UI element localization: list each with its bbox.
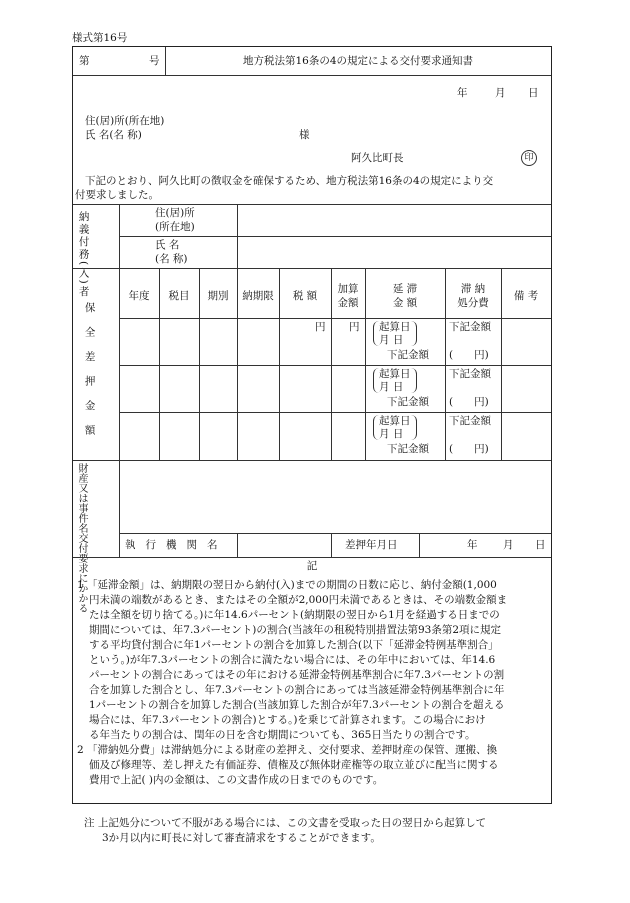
form-number: 様式第16号 xyxy=(72,32,128,44)
taxpayer-section-label: 納義付務(入)者 xyxy=(77,211,90,299)
calc-date-bracket xyxy=(373,415,417,440)
note-line: 価及び修理等、差し押えた有価証券、債権及び無体財産権等の取立並びに配当に関する xyxy=(89,759,499,771)
footnote-line-1: 注 上記処分について不服がある場合には、この文書を受取った日の翌日から起算して xyxy=(84,817,487,829)
calc-start-label: 起算日 xyxy=(379,368,411,380)
note-line: 場合には、年7.3パーセントの割合)とする。)を乗じて計算されます。この場合におけ xyxy=(89,714,486,726)
calc-month-day: 月 日 xyxy=(379,380,404,393)
notes-title: 記 xyxy=(306,560,318,572)
addressee-address-label: 住(居)所(所在地) xyxy=(85,115,165,127)
header-period: 期別 xyxy=(207,290,229,302)
issuer-title: 阿久比町長 xyxy=(351,152,404,164)
number-label: 第 xyxy=(79,55,90,67)
header-additional-1: 加算 xyxy=(337,283,359,295)
note-line: たは全額を切り捨てる。)に年14.6パーセント(納期限の翌日から1月を経過する日までの xyxy=(89,609,500,621)
addressee-name-label: 氏 名(名 称) xyxy=(85,129,142,141)
footnote-line-2: 3か月以内に町長に対して審査請求をすることができます。 xyxy=(102,832,381,844)
header-remarks: 備 考 xyxy=(513,290,539,302)
note-line: という。)が年7.3パーセントの割合に満たない場合には、その年中においては、年14.6 xyxy=(89,654,496,666)
honorific: 様 xyxy=(299,129,310,141)
intro-line-2: 付要求しました。 xyxy=(75,189,159,201)
header-fee-2: 処分費 xyxy=(457,297,489,309)
seizure-date-label: 差押年月日 xyxy=(345,539,398,551)
date-month: 月 xyxy=(495,87,506,99)
seal-mark: 印 xyxy=(521,150,537,166)
calc-date-bracket xyxy=(373,368,417,393)
below-amount: 下記金額 xyxy=(387,349,429,361)
note-line: 円未満の端数があるとき、またはその全額が2,000円未満であるときは、その端数金額ま xyxy=(89,594,508,606)
header-delinquency-2: 金 額 xyxy=(392,297,418,309)
fee-paren-yen: ( 円) xyxy=(449,443,489,455)
fee-below-amount: 下記金額 xyxy=(449,321,491,333)
date-day: 日 xyxy=(528,87,539,99)
taxpayer-name-label-2: (名 称) xyxy=(155,253,188,265)
seizure-month: 月 xyxy=(503,539,514,551)
taxpayer-address-label-1: 住(居)所 xyxy=(155,207,195,219)
property-label: 財産又は事件名交付要求にかかる xyxy=(76,463,87,613)
header-delinquency-1: 延 滞 xyxy=(392,283,418,295)
seizure-year: 年 xyxy=(467,539,478,551)
notice-form xyxy=(72,46,552,804)
amount-section-label: 保全差押金額 xyxy=(83,302,96,449)
document-title: 地方税法第16条の4の規定による交付要求通知書 xyxy=(242,55,474,67)
fee-paren-yen: ( 円) xyxy=(449,396,489,408)
execution-agency-label: 執行機関名 xyxy=(125,539,228,551)
calc-month-day: 月 日 xyxy=(379,333,404,346)
header-deadline: 納期限 xyxy=(242,290,274,302)
taxpayer-address-label-2: (所在地) xyxy=(155,221,195,233)
note-line: 2 「滞納処分費」は滞納処分による財産の差押え、交付要求、差押財産の保管、運搬、換 xyxy=(77,744,498,756)
note-line: 合を加算した割合とし、年7.3パーセントの割合にあっては当該延滞金特例基準割合に年 xyxy=(89,684,505,696)
header-tax-amount: 税 額 xyxy=(292,290,318,302)
additional-yen: 円 xyxy=(349,321,360,333)
fee-below-amount: 下記金額 xyxy=(449,368,491,380)
calc-date-bracket xyxy=(373,321,417,346)
tax-amount-yen: 円 xyxy=(315,321,326,333)
header-fee-1: 滞 納 xyxy=(460,283,486,295)
below-amount: 下記金額 xyxy=(387,396,429,408)
note-line: パーセントの割合にあってはその年における延滞金特例基準割合に年7.3パーセントの割 xyxy=(89,669,505,681)
note-line: る年当たりの割合は、閏年の日を含む期間についても、365日当たりの割合です。 xyxy=(89,729,476,741)
notes-block xyxy=(77,578,547,788)
seizure-day: 日 xyxy=(535,539,546,551)
number-suffix: 号 xyxy=(149,55,160,67)
note-line: する平均貸付割合に年1パーセントの割合を加算した割合(以下「延滞金特例基準割合」 xyxy=(89,639,499,651)
note-line: 費用で上記( )内の金額は、この文書作成の日までのものです。 xyxy=(89,774,384,786)
header-additional-2: 金額 xyxy=(337,297,359,309)
fee-paren-yen: ( 円) xyxy=(449,349,489,361)
header-tax-item: 税目 xyxy=(168,290,190,302)
note-line: 1パーセントの割合を加算した割合(当該加算した割合が年7.3パーセントの割合を超える xyxy=(89,699,505,711)
intro-line-1: 下記のとおり、阿久比町の徴収金を確保するため、地方税法第16条の4の規定により交 xyxy=(85,175,494,187)
taxpayer-name-label-1: 氏 名 xyxy=(155,239,180,251)
header-year: 年度 xyxy=(128,290,150,302)
below-amount: 下記金額 xyxy=(387,443,429,455)
calc-month-day: 月 日 xyxy=(379,427,404,440)
date-year: 年 xyxy=(457,87,468,99)
note-line: 期間については、年7.3パーセント)の割合(当該年の租税特別措置法第93条第2項に規定 xyxy=(89,624,502,636)
fee-below-amount: 下記金額 xyxy=(449,415,491,427)
footnote xyxy=(84,816,564,846)
calc-start-label: 起算日 xyxy=(379,321,411,333)
note-line: 1 「延滞金額」は、納期限の翌日から納付(入)までの期間の日数に応じ、納付金額(1,000 xyxy=(77,579,497,591)
calc-start-label: 起算日 xyxy=(379,415,411,427)
